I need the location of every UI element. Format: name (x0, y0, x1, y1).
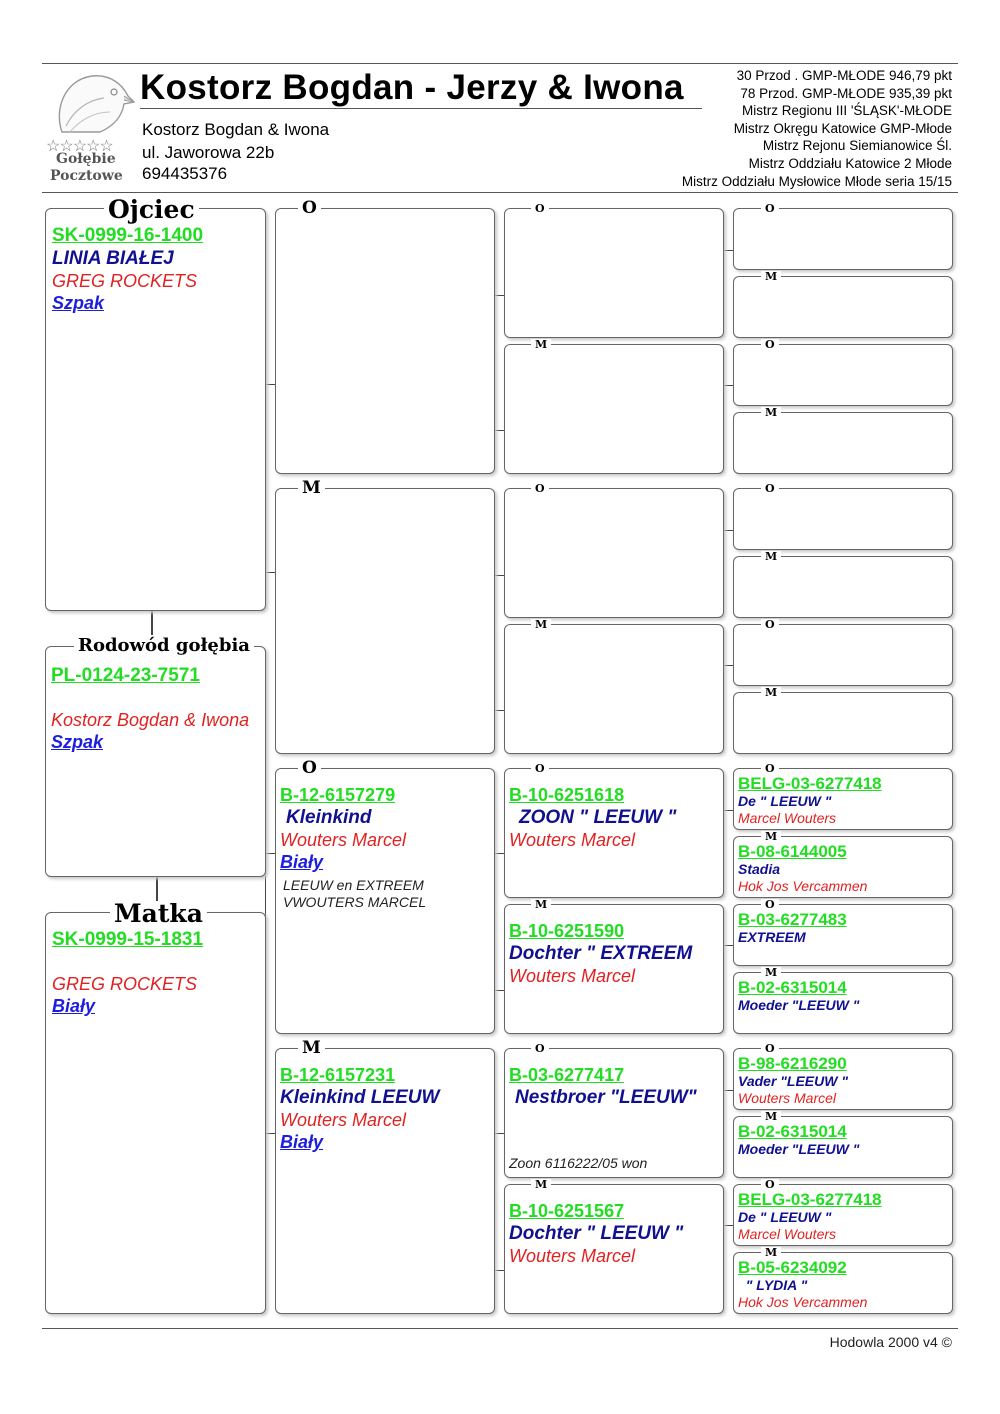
gen3-ring: B-10-6251567 (509, 1201, 625, 1221)
top-rule (42, 63, 958, 64)
connector (265, 1133, 275, 1134)
gen3-label: O (531, 1043, 549, 1054)
dam-ring: SK-0999-15-1831 (52, 929, 204, 950)
gen4-label: O (761, 763, 779, 774)
gen4-box (733, 406, 953, 474)
achievement: Mistrz Regionu III 'ŚLĄSK'-MŁODE (742, 103, 952, 119)
owner-name: Kostorz Bogdan & Iwona (142, 120, 330, 139)
connector (265, 572, 275, 573)
gen4-box (733, 1110, 953, 1178)
gen3-name: ZOON " LEEUW " (519, 807, 677, 828)
gen4-label: O (761, 339, 779, 350)
title-underline (140, 108, 702, 109)
gen4-box (733, 1178, 953, 1246)
connector (494, 853, 504, 854)
sire-name: LINIA BIAŁEJ (52, 248, 174, 269)
header-rule (42, 192, 958, 193)
gen4-box (733, 270, 953, 338)
gen4-label: M (761, 1111, 781, 1122)
sire-sire-box (275, 198, 495, 474)
gen3-box (504, 898, 724, 1034)
rating-stars: ☆☆☆☆☆ (46, 138, 113, 155)
gen4-label: M (761, 1247, 781, 1258)
gen4-label: M (761, 271, 781, 282)
gen4-ring: B-08-6144005 (738, 842, 847, 861)
dam-label: Matka (110, 901, 207, 926)
gen4-label: O (761, 1043, 779, 1054)
dam-sire-note: VWOUTERS MARCEL (283, 894, 427, 910)
gen4-box (733, 898, 953, 966)
gen4-name: " LYDIA " (738, 1277, 808, 1293)
gen4-name: Stadia (738, 861, 781, 877)
gen3-box (504, 202, 724, 338)
dam-dam-label: M (298, 1040, 325, 1057)
gen4-name: Moeder "LEEUW " (738, 997, 860, 1013)
pigeon-box (45, 635, 266, 877)
footer-rule (42, 1328, 958, 1329)
dam-dam-color: Biały (280, 1132, 324, 1152)
gen4-box (733, 1042, 953, 1110)
connector (723, 385, 733, 386)
dam-dam-breeder: Wouters Marcel (280, 1110, 407, 1130)
dam-breeder: GREG ROCKETS (52, 974, 198, 994)
gen4-label: O (761, 899, 779, 910)
gen3-ring: B-03-6277417 (509, 1065, 625, 1085)
gen4-label: M (761, 551, 781, 562)
connector (723, 1225, 733, 1226)
gen3-breeder: Wouters Marcel (509, 830, 636, 850)
connector (723, 1090, 733, 1091)
gen3-breeder: Wouters Marcel (509, 966, 636, 986)
gen3-breeder: Wouters Marcel (509, 1246, 636, 1266)
gen4-breeder: Marcel Wouters (738, 810, 837, 826)
connector (723, 530, 733, 531)
dam-box (45, 899, 266, 1314)
sire-sire-label: O (298, 200, 321, 217)
dam-sire-ring: B-12-6157279 (280, 785, 396, 805)
connector (723, 665, 733, 666)
sire-breeder: GREG ROCKETS (52, 271, 198, 291)
gen4-label: O (761, 619, 779, 630)
gen4-box (733, 686, 953, 754)
gen3-box (504, 1042, 724, 1178)
connector (494, 990, 504, 991)
gen3-label: M (531, 1179, 551, 1190)
owner-street: ul. Jaworowa 22b (142, 143, 275, 162)
sire-ring: SK-0999-16-1400 (52, 225, 204, 246)
gen4-breeder: Marcel Wouters (738, 1226, 837, 1242)
gen3-name: Dochter " LEEUW " (509, 1223, 684, 1244)
gen4-box (733, 550, 953, 618)
gen3-label: M (531, 619, 551, 630)
page-title: Kostorz Bogdan - Jerzy & Iwona (140, 68, 684, 107)
gen4-box (733, 1246, 953, 1314)
gen4-breeder: Wouters Marcel (738, 1090, 837, 1106)
owner-phone: 694435376 (142, 164, 228, 183)
gen4-box (733, 482, 953, 550)
gen3-name: Dochter " EXTREEM (509, 943, 693, 964)
gen3-label: M (531, 899, 551, 910)
gen3-ring: B-10-6251618 (509, 785, 625, 805)
connector (723, 945, 733, 946)
connector (494, 430, 504, 431)
pigeon-logo (44, 70, 136, 185)
dam-sire-box (275, 758, 495, 1034)
pigeon-breeder: Kostorz Bogdan & Iwona (51, 710, 250, 730)
gen3-name: Nestbroer "LEEUW" (515, 1087, 697, 1108)
pigeon-color: Szpak (51, 732, 104, 752)
connector (494, 1133, 504, 1134)
gen4-box (733, 830, 953, 898)
dam-dam-box (275, 1038, 495, 1314)
gen4-name: Moeder "LEEUW " (738, 1141, 860, 1157)
dam-color: Biały (52, 996, 96, 1016)
dam-sire-note: LEEUW en EXTREEM (283, 877, 424, 893)
dam-sire-breeder: Wouters Marcel (280, 830, 407, 850)
gen4-ring: B-03-6277483 (738, 910, 847, 929)
gen4-ring: B-02-6315014 (738, 978, 847, 997)
gen4-ring: BELG-03-6277418 (738, 774, 882, 793)
gen4-breeder: Hok Jos Vercammen (738, 878, 868, 894)
gen4-name: EXTREEM (738, 929, 806, 945)
pigeon-ring: PL-0124-23-7571 (51, 665, 200, 686)
gen3-box (504, 762, 724, 898)
gen4-ring: BELG-03-6277418 (738, 1190, 882, 1209)
connector (494, 710, 504, 711)
dam-sire-color: Biały (280, 852, 324, 872)
gen4-label: M (761, 967, 781, 978)
gen3-ring: B-10-6251590 (509, 921, 625, 941)
logo-text-2: Pocztowe (50, 168, 123, 184)
gen4-label: O (761, 203, 779, 214)
connector (265, 384, 275, 385)
dam-dam-name: Kleinkind LEEUW (280, 1087, 440, 1108)
gen4-name: Vader "LEEUW " (738, 1073, 848, 1089)
sire-dam-label: M (298, 480, 325, 497)
achievement: 78 Przod. GMP-MŁODE 935,39 pkt (740, 85, 952, 101)
gen4-label: M (761, 407, 781, 418)
achievement: Mistrz Rejonu Siemianowice Śl. (762, 138, 952, 154)
dam-sire-name: Kleinkind (286, 807, 372, 828)
gen4-box (733, 338, 953, 406)
dam-dam-ring: B-12-6157231 (280, 1065, 396, 1085)
achievement: Mistrz Okręgu Katowice GMP-Młode (733, 120, 952, 136)
gen3-label: O (531, 203, 549, 214)
gen3-label: O (531, 763, 549, 774)
connector (265, 853, 275, 854)
sire-dam-box (275, 478, 495, 754)
connector (723, 250, 733, 251)
gen3-note: Zoon 6116222/05 won (509, 1155, 648, 1171)
gen4-box (733, 618, 953, 686)
sire-color: Szpak (52, 293, 105, 313)
gen4-ring: B-98-6216290 (738, 1054, 847, 1073)
gen4-ring: B-02-6315014 (738, 1122, 847, 1141)
gen3-box (504, 1178, 724, 1314)
gen4-label: M (761, 831, 781, 842)
gen4-box (733, 966, 953, 1034)
pigeon-label: Rodowód gołębia (74, 637, 254, 655)
connector (494, 575, 504, 576)
sire-box (45, 195, 266, 611)
gen3-box (504, 482, 724, 618)
dam-sire-label: O (298, 760, 321, 777)
connector (723, 810, 733, 811)
connector (494, 295, 504, 296)
gen4-name: De " LEEUW " (738, 793, 832, 809)
achievement: Mistrz Oddziału Katowice 2 Młode (748, 155, 952, 171)
gen4-label: M (761, 687, 781, 698)
gen3-label: O (531, 483, 549, 494)
gen4-breeder: Hok Jos Vercammen (738, 1294, 868, 1310)
gen3-box (504, 338, 724, 474)
connector (494, 1270, 504, 1271)
footer-text: Hodowla 2000 v4 © (829, 1334, 952, 1350)
sire-label: Ojciec (104, 197, 199, 222)
gen3-label: M (531, 339, 551, 350)
gen4-name: De " LEEUW " (738, 1209, 832, 1225)
gen4-box (733, 202, 953, 270)
achievement: Mistrz Oddziału Mysłowice Młode seria 15/15 (681, 173, 952, 189)
gen3-box (504, 618, 724, 754)
achievement: 30 Przod . GMP-MŁODE 946,79 pkt (736, 68, 952, 83)
gen4-label: O (761, 1179, 779, 1190)
achievements (682, 67, 952, 190)
gen4-box (733, 762, 953, 830)
gen4-label: O (761, 483, 779, 494)
logo-text-1: Gołębie (56, 151, 116, 167)
connector (151, 611, 153, 635)
gen4-ring: B-05-6234092 (738, 1258, 847, 1277)
